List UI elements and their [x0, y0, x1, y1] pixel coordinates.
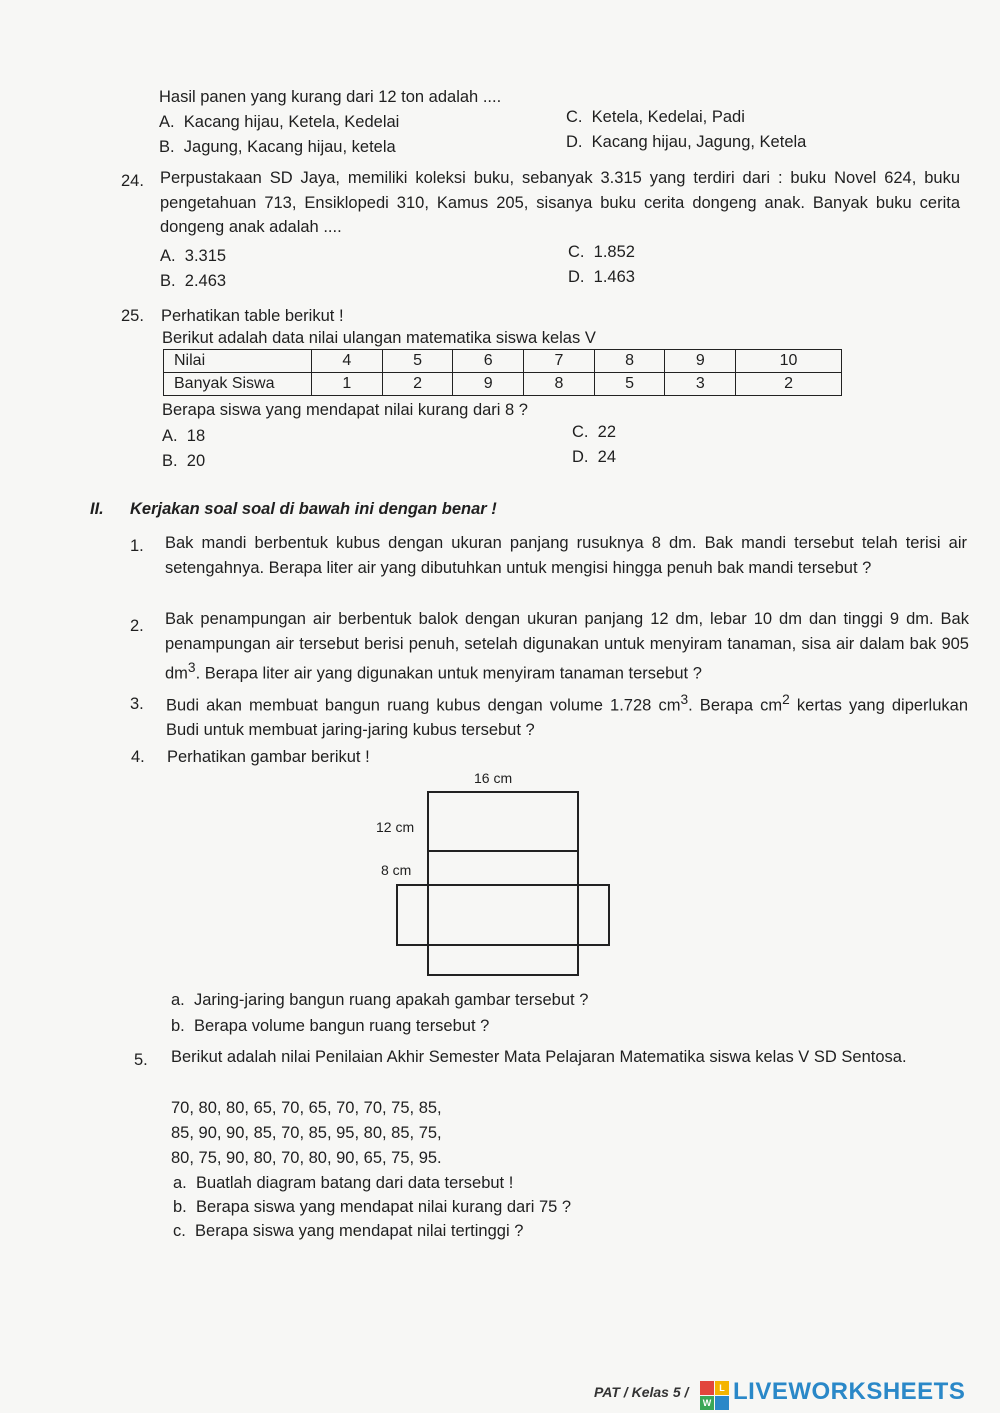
- option-letter: B.: [160, 272, 176, 290]
- q25-table-caption: Berikut adalah data nilai ulangan matematika siswa kelas V: [162, 329, 596, 347]
- sub-letter: b.: [173, 1198, 187, 1216]
- option-letter: C.: [572, 423, 589, 441]
- table-cell: 8: [594, 350, 665, 373]
- essay-5-data-line-2: 85, 90, 90, 85, 70, 85, 95, 80, 85, 75,: [171, 1124, 442, 1142]
- q24-option-b: [160, 271, 226, 291]
- option-text: 20: [186, 452, 206, 470]
- table-cell: 1: [312, 373, 383, 396]
- table-cell: 5: [594, 373, 665, 396]
- essay-1-number: 1.: [130, 537, 144, 555]
- superscript: 2: [782, 692, 790, 707]
- table-cell: 3: [665, 373, 736, 396]
- footer-label: PAT / Kelas 5 /: [594, 1384, 689, 1400]
- option-text: 22: [597, 423, 617, 441]
- liveworksheets-logo-icon: [700, 1381, 730, 1411]
- table-row: [164, 350, 842, 373]
- essay-5-number: 5.: [134, 1051, 148, 1069]
- table-row-label: Banyak Siswa: [164, 373, 312, 396]
- essay-5-data-line-3: 80, 75, 90, 80, 70, 80, 90, 65, 75, 95.: [171, 1149, 442, 1167]
- option-letter: D.: [566, 133, 583, 151]
- option-text: 24: [597, 448, 617, 466]
- q25-number: 25.: [121, 307, 144, 325]
- superscript: 3: [680, 692, 689, 707]
- sub-letter: a.: [171, 991, 185, 1009]
- essay-2-number: 2.: [130, 617, 144, 635]
- essay-2-text: [165, 607, 969, 686]
- option-letter: A.: [160, 247, 176, 265]
- essay-4-sub-a: [171, 990, 588, 1010]
- table-cell: 2: [382, 373, 453, 396]
- option-letter: C.: [566, 108, 583, 126]
- height-label: 12 cm: [376, 819, 415, 835]
- option-letter: C.: [568, 243, 585, 261]
- section-title: Kerjakan soal soal di bawah ini dengan benar !: [130, 500, 497, 518]
- q25-question: Berapa siswa yang mendapat nilai kurang dari 8 ?: [162, 401, 528, 419]
- table-row: [164, 373, 842, 396]
- option-letter: A.: [162, 427, 178, 445]
- q25-option-b: [162, 451, 205, 471]
- essay-2-text-b: . Berapa liter air yang digunakan untuk menyiram tanaman tersebut ?: [195, 664, 702, 683]
- superscript: 3: [187, 660, 196, 675]
- essay-3-number: 3.: [130, 695, 144, 713]
- table-cell: 8: [524, 373, 595, 396]
- q24-stem: Perpustakaan SD Jaya, memiliki koleksi buku, sebanyak 3.315 yang terdiri dari : buku Novel 624, buku pengetahuan 713, Ensiklopedi 310, Kamus 205, sisanya buku cerita dongeng anak. Banyak buku cerita dongeng anak adalah ....: [160, 169, 960, 236]
- option-text: Kacang hijau, Jagung, Ketela: [591, 133, 807, 151]
- width-label: 16 cm: [474, 770, 513, 786]
- liveworksheets-brand[interactable]: LIVEWORKSHEETS: [733, 1378, 966, 1405]
- option-text: Ketela, Kedelai, Padi: [591, 108, 745, 126]
- q23-option-a: [159, 112, 399, 132]
- essay-4-sub-b: [171, 1016, 489, 1036]
- logo-tile: [700, 1381, 714, 1395]
- essay-2-text-a: Bak penampungan air berbentuk balok dengan ukuran panjang 12 dm, lebar 10 dm dan tinggi 9 dm. Bak penampungan air tersebut berisi penuh, setelah digunakan untuk menyiram tanaman, sisa air dalam bak 905 dm: [165, 610, 969, 683]
- essay-5-text: Berikut adalah nilai Penilaian Akhir Semester Mata Pelajaran Matematika siswa kelas V SD Sentosa.: [171, 1048, 907, 1066]
- option-text: Jagung, Kacang hijau, ketela: [183, 138, 396, 156]
- q25-option-d: [572, 447, 616, 467]
- logo-tile: [715, 1396, 729, 1410]
- option-letter: B.: [159, 138, 175, 156]
- table-cell: 9: [453, 373, 524, 396]
- option-letter: D.: [568, 268, 585, 286]
- table-row-label: Nilai: [164, 350, 312, 373]
- option-text: 18: [186, 427, 206, 445]
- essay-3-text-b: . Berapa cm: [688, 696, 783, 715]
- q23-option-c: [566, 107, 745, 127]
- logo-tile: W: [700, 1396, 714, 1410]
- essay-5-data-line-1: 70, 80, 80, 65, 70, 65, 70, 70, 75, 85,: [171, 1099, 442, 1117]
- option-letter: B.: [162, 452, 178, 470]
- essay-5-sub-b: [173, 1197, 571, 1217]
- q25-stem: Perhatikan table berikut !: [161, 307, 344, 325]
- depth-label: 8 cm: [381, 862, 412, 878]
- q24-option-c: [568, 242, 635, 262]
- q25-option-a: [162, 426, 205, 446]
- option-text: 3.315: [184, 247, 227, 265]
- sub-letter: b.: [171, 1017, 185, 1035]
- essay-4-text: Perhatikan gambar berikut !: [167, 748, 370, 766]
- table-cell: 7: [524, 350, 595, 373]
- net-fold-line: [427, 850, 579, 852]
- q23-option-b: [159, 137, 396, 157]
- option-text: 2.463: [184, 272, 227, 290]
- q23-stem: Hasil panen yang kurang dari 12 ton adalah ....: [159, 88, 502, 106]
- table-cell: 2: [736, 373, 842, 396]
- essay-5-sub-a: [173, 1173, 513, 1193]
- essay-4-number: 4.: [131, 748, 145, 766]
- section-numeral: II.: [90, 500, 104, 518]
- option-letter: A.: [159, 113, 175, 131]
- sub-text: Berapa siswa yang mendapat nilai kurang dari 75 ?: [195, 1198, 572, 1216]
- sub-text: Buatlah diagram batang dari data tersebut !: [195, 1174, 514, 1192]
- logo-tile: L: [715, 1381, 729, 1395]
- option-text: 1.463: [593, 268, 635, 286]
- grades-table: [163, 349, 842, 396]
- sub-text: Jaring-jaring bangun ruang apakah gambar tersebut ?: [193, 991, 589, 1009]
- option-letter: D.: [572, 448, 589, 466]
- table-cell: 4: [312, 350, 383, 373]
- essay-3-text: [166, 688, 968, 743]
- q24-option-d: [568, 267, 635, 287]
- q25-option-c: [572, 422, 616, 442]
- table-cell: 6: [453, 350, 524, 373]
- sub-letter: c.: [173, 1222, 186, 1240]
- q23-option-d: [566, 132, 806, 152]
- q24-option-a: [160, 246, 226, 266]
- q24-number: 24.: [121, 172, 144, 190]
- table-cell: 10: [736, 350, 842, 373]
- option-text: Kacang hijau, Ketela, Kedelai: [183, 113, 400, 131]
- table-cell: 5: [382, 350, 453, 373]
- table-cell: 9: [665, 350, 736, 373]
- essay-3-text-a: Budi akan membuat bangun ruang kubus dengan volume 1.728 cm: [166, 696, 681, 715]
- option-text: 1.852: [593, 243, 635, 261]
- sub-text: Berapa volume bangun ruang tersebut ?: [193, 1017, 490, 1035]
- essay-1-text: Bak mandi berbentuk kubus dengan ukuran panjang rusuknya 8 dm. Bak mandi tersebut telah terisi air setengahnya. Berapa liter air yang dibutuhkan untuk mengisi hingga penuh bak mandi tersebut ?: [165, 534, 967, 577]
- net-base-face: [427, 884, 579, 946]
- sub-text: Berapa siswa yang mendapat nilai tertinggi ?: [195, 1222, 524, 1240]
- essay-5-sub-c: [173, 1221, 523, 1241]
- sub-letter: a.: [173, 1174, 187, 1192]
- essay-3-text-c: kertas yang diperlukan Budi untuk membuat jaring-jaring kubus tersebut ?: [166, 696, 968, 739]
